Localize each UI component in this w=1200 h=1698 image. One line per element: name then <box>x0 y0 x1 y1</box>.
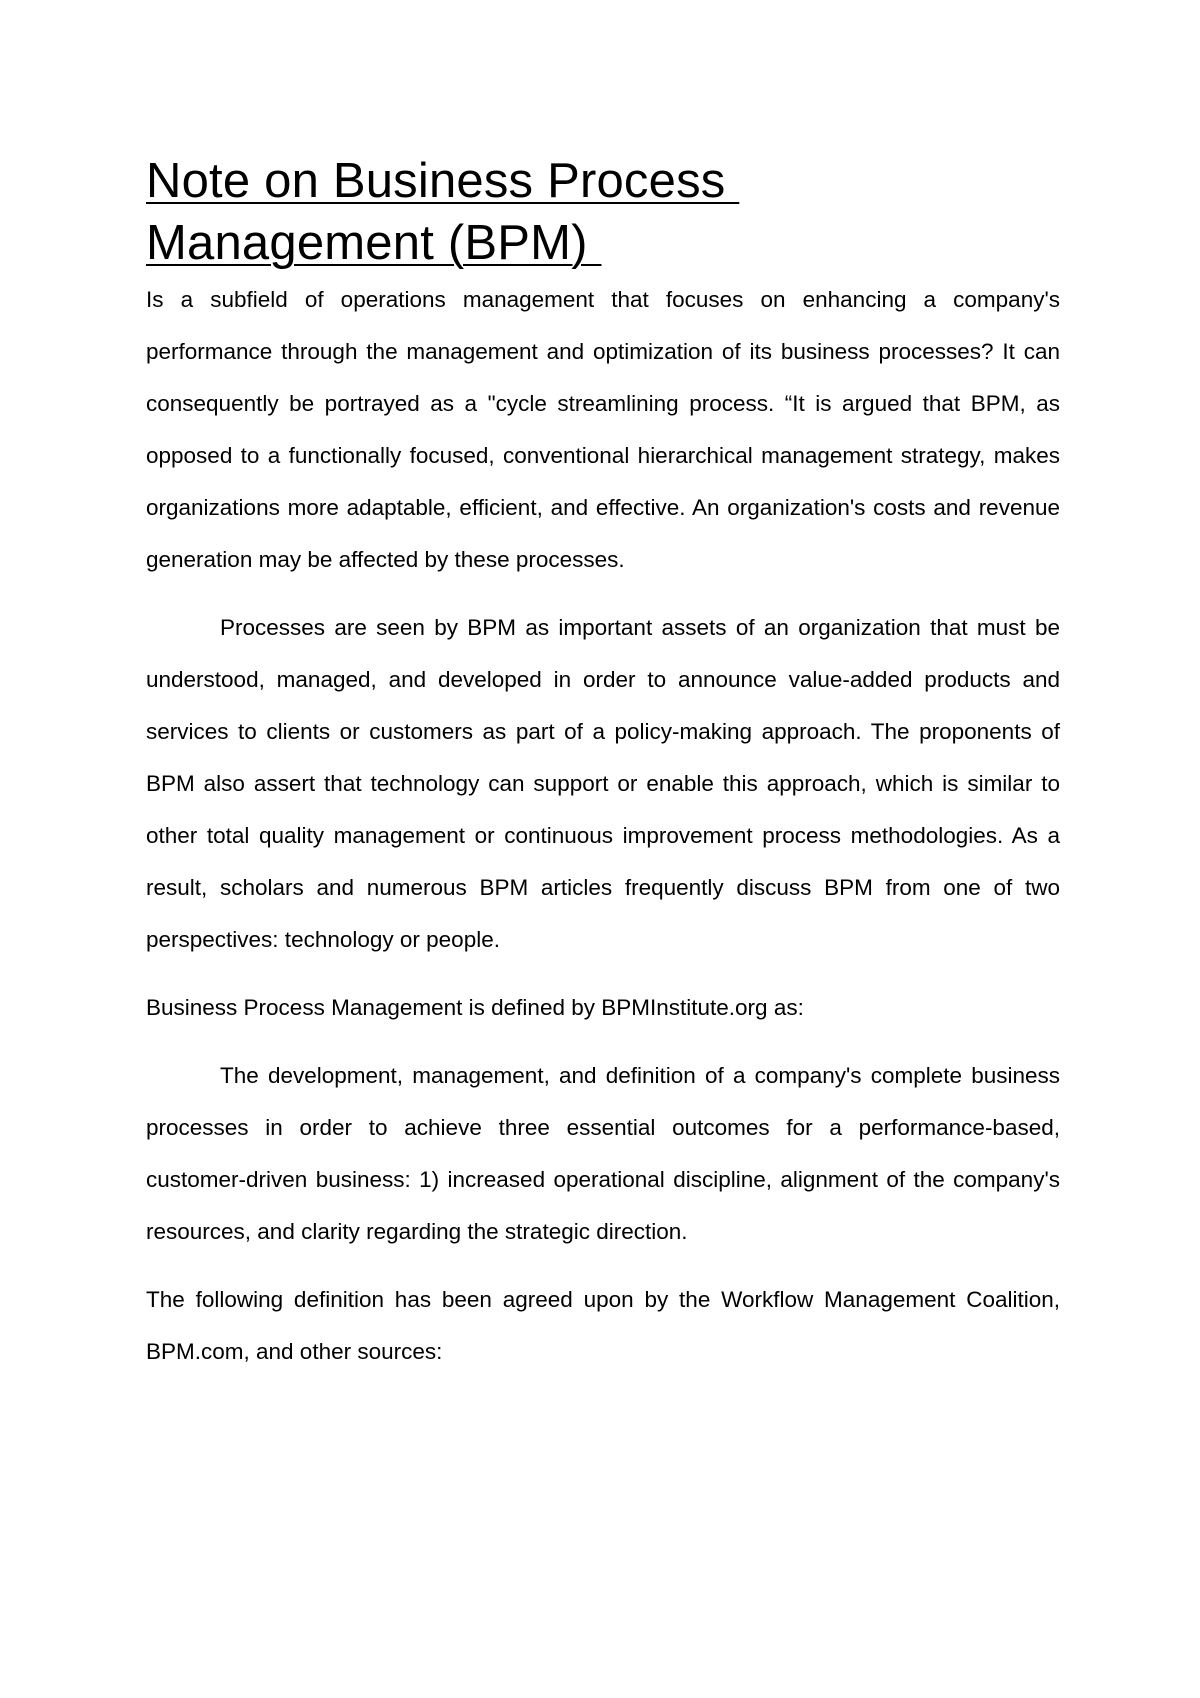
document-title <box>146 150 1060 274</box>
document-title-line-2: Management (BPM) <box>146 216 602 270</box>
paragraph-wfmc-lead: The following definition has been agreed upon by the Workflow Management Coalition, BPM.com, and other sources: <box>146 1287 1060 1364</box>
paragraph-bpminstitute-lead: Business Process Management is defined by BPMInstitute.org as: <box>146 995 804 1020</box>
paragraph-bpminstitute-definition: The development, management, and definition of a company's complete business processes in order to achieve three essential outcomes for a performance-based, customer-driven business: 1) increased operational discipline, alignment of the company's resources, and clarity regarding the strategic direction. <box>146 1063 1060 1244</box>
paragraph-bpm-processes: Processes are seen by BPM as important assets of an organization that must be understood, managed, and developed in order to announce value-added products and services to clients or customers as part of a policy-making approach. The proponents of BPM also assert that technology can support or enable this approach, which is similar to other total quality management or continuous improvement process methodologies. As a result, scholars and numerous BPM articles frequently discuss BPM from one of two perspectives: technology or people. <box>146 615 1060 952</box>
paragraph-bpm-intro: Is a subfield of operations management that focuses on enhancing a company's performance through the management and optimization of its business processes? It can consequently be portrayed as a "cycle streamlining process. “It is argued that BPM, as opposed to a functionally focused, conventional hierarchical management strategy, makes organizations more adaptable, efficient, and effective. An organization's costs and revenue generation may be affected by these processes. <box>146 287 1060 572</box>
document-body <box>146 150 1060 1378</box>
document-title-line-1: Note on Business Process <box>146 154 740 208</box>
